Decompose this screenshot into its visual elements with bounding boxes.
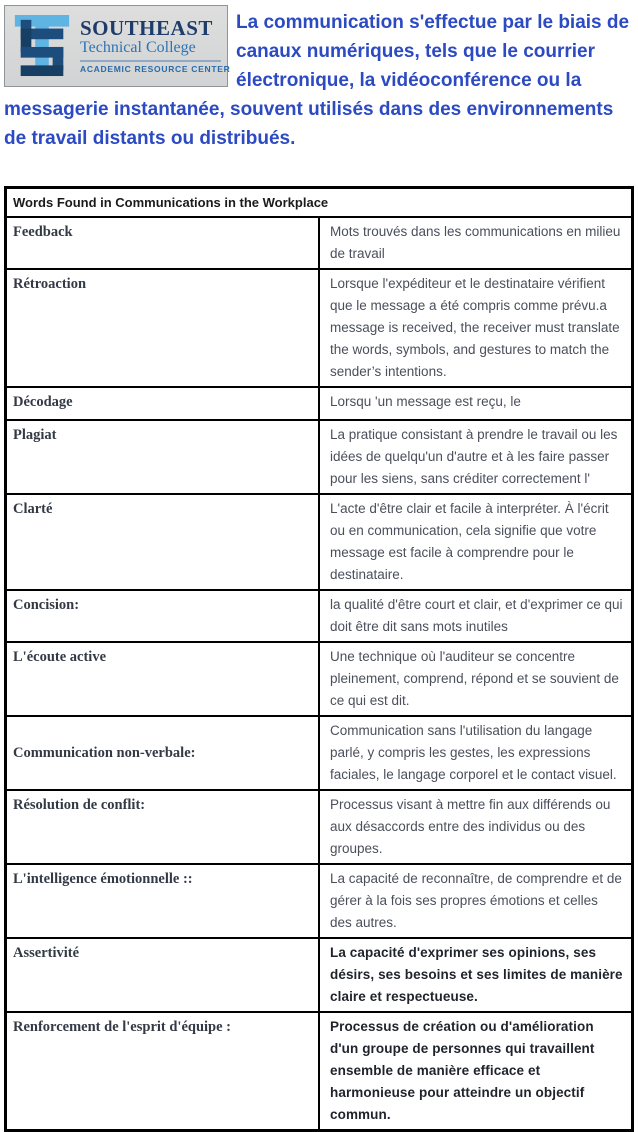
term-cell: Rétroaction <box>6 269 320 387</box>
term-cell: Décodage <box>6 387 320 420</box>
definition-cell: Processus de création ou d'amélioration d'un groupe de personnes qui travaillent ensemble de manière efficace et harmonieuse pour atteindre un objectif commun. <box>319 1012 633 1131</box>
definition-cell: Lorsqu 'un message est reçu, le <box>319 387 633 420</box>
table-header-row <box>6 188 633 217</box>
table-row <box>6 420 633 494</box>
table-row <box>6 590 633 642</box>
definition-cell: La capacité d'exprimer ses opinions, ses désirs, ses besoins et ses limites de manière claire et respectueuse. <box>319 938 633 1012</box>
term-cell: Plagiat <box>6 420 320 494</box>
definition-cell: La capacité de reconnaître, de comprendre et de gérer à la fois ses propres émotions et celles des autres. <box>319 864 633 938</box>
table-row <box>6 1012 633 1131</box>
logo-college-name: SOUTHEAST <box>80 15 213 40</box>
definition-cell: la qualité d'être court et clair, et d'exprimer ce qui doit être dit sans mots inutiles <box>319 590 633 642</box>
definition-cell: La pratique consistant à prendre le travail ou les idées de quelqu'un d'autre et à les faire passer pour les siens, sans créditer correctement l' <box>319 420 633 494</box>
logo-college-subname: Technical College <box>80 38 196 56</box>
term-cell: Feedback <box>6 217 320 269</box>
term-cell: Assertivité <box>6 938 320 1012</box>
definition-cell: Lorsque l'expéditeur et le destinataire vérifient que le message a été compris comme prévu.a message is received, the receiver must translate the words, symbols, and gestures to match the sender’s intentions. <box>319 269 633 387</box>
table-row <box>6 864 633 938</box>
table-row <box>6 716 633 790</box>
term-cell: Communication non-verbale: <box>6 716 320 790</box>
table-row <box>6 494 633 590</box>
definition-cell: Processus visant à mettre fin aux différends ou aux désaccords entre des individus ou des groupes. <box>319 790 633 864</box>
table-row <box>6 642 633 716</box>
term-cell: Résolution de conflit: <box>6 790 320 864</box>
term-cell: Concision: <box>6 590 320 642</box>
table-title: Words Found in Communications in the Workplace <box>6 188 633 217</box>
term-cell: Clarté <box>6 494 320 590</box>
college-logo <box>4 5 231 87</box>
term-cell: Renforcement de l'esprit d'équipe : <box>6 1012 320 1131</box>
logo-tagline: ACADEMIC RESOURCE CENTER <box>80 60 221 74</box>
table-row <box>6 387 633 420</box>
definition-cell: L'acte d'être clair et facile à interpréter. À l'écrit ou en communication, cela signifie que votre message est facile à comprendre pour le destinataire. <box>319 494 633 590</box>
table-row <box>6 269 633 387</box>
definition-cell: Une technique où l'auditeur se concentre pleinement, comprend, répond et se souvient de ce qui est dit. <box>319 642 633 716</box>
intro-paragraph: La communication s'effectue par le biais de canaux numériques, tels que le courrier électronique, la vidéoconférence ou la messagerie instantanée, souvent utilisés dans des environnements de travail distants ou distribués. <box>4 12 630 149</box>
table-row <box>6 790 633 864</box>
definition-cell: Mots trouvés dans les communications en milieu de travail <box>319 217 633 269</box>
vocabulary-table <box>4 186 634 1132</box>
table-row <box>6 938 633 1012</box>
logo-text-block <box>80 15 231 75</box>
table-row <box>6 217 633 269</box>
st-monogram-icon <box>11 12 73 80</box>
term-cell: L'intelligence émotionnelle :: <box>6 864 320 938</box>
definition-cell: Communication sans l'utilisation du langage parlé, y compris les gestes, les expressions faciales, le langage corporel et le contact visuel. <box>319 716 633 790</box>
term-cell: L'écoute active <box>6 642 320 716</box>
